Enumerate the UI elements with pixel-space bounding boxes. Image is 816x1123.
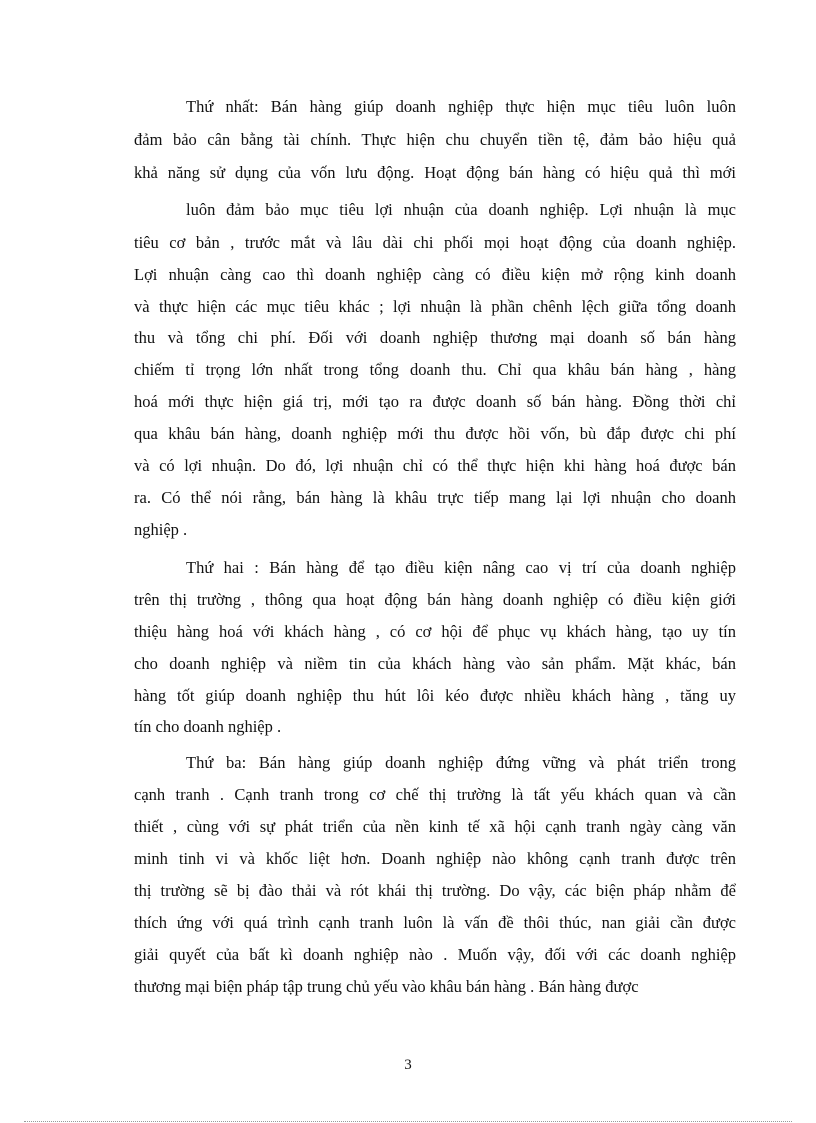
text-line: khả năng sử dụng của vốn lưu động. Hoạt động bán hàng có hiệu quả thì mới — [134, 163, 736, 182]
text-line: thu và tổng chi phí. Đối với doanh nghiệp thương mại doanh số bán hàng — [134, 328, 736, 347]
text-line: Thứ nhất: Bán hàng giúp doanh nghiệp thực hiện mục tiêu luôn luôn — [186, 97, 736, 116]
text-line: thiệu hàng hoá với khách hàng , có cơ hội để phục vụ khách hàng, tạo uy tín — [134, 622, 736, 641]
text-line: trên thị trường , thông qua hoạt động bán hàng doanh nghiệp có điều kiện giới — [134, 590, 736, 609]
text-line: Lợi nhuận càng cao thì doanh nghiệp càng có điều kiện mở rộng kinh doanh — [134, 265, 736, 284]
text-line: cho doanh nghiệp và niềm tin của khách hàng vào sản phẩm. Mặt khác, bán — [134, 654, 736, 673]
page-bottom-divider — [24, 1121, 792, 1122]
text-line: nghiệp . — [134, 520, 188, 539]
text-line: thương mại biện pháp tập trung chủ yếu vào khâu bán hàng . Bán hàng được — [134, 977, 639, 996]
text-line: cạnh tranh . Cạnh tranh trong cơ chế thị trường là tất yếu khách quan và cần — [134, 785, 736, 804]
text-line: thích ứng với quá trình cạnh tranh luôn là vấn đề thôi thúc, nan giải cần được — [134, 913, 736, 932]
text-line: ra. Có thể nói rằng, bán hàng là khâu trực tiếp mang lại lợi nhuận cho doanh — [134, 488, 736, 507]
text-line: chiếm tỉ trọng lớn nhất trong tổng doanh thu. Chỉ qua khâu bán hàng , hàng — [134, 360, 736, 379]
text-line: tín cho doanh nghiệp . — [134, 717, 282, 736]
text-line: và thực hiện các mục tiêu khác ; lợi nhuận là phần chênh lệch giữa tổng doanh — [134, 297, 736, 316]
text-line: Thứ ba: Bán hàng giúp doanh nghiệp đứng vững và phát triển trong — [186, 753, 736, 772]
text-line: đảm bảo cân bằng tài chính. Thực hiện chu chuyển tiền tệ, đảm bảo hiệu quả — [134, 130, 736, 149]
page-number: 3 — [404, 1057, 412, 1073]
text-line: giải quyết của bất kì doanh nghiệp nào . Muốn vậy, đối với các doanh nghiệp — [134, 945, 736, 964]
text-line: hàng tốt giúp doanh nghiệp thu hút lôi kéo được nhiều khách hàng , tăng uy — [134, 686, 736, 705]
text-line: Thứ hai : Bán hàng để tạo điều kiện nâng cao vị trí của doanh nghiệp — [186, 558, 736, 577]
text-line: luôn đảm bảo mục tiêu lợi nhuận của doanh nghiệp. Lợi nhuận là mục — [186, 200, 736, 219]
text-line: qua khâu bán hàng, doanh nghiệp mới thu được hồi vốn, bù đắp được chi phí — [134, 424, 736, 443]
text-line: và có lợi nhuận. Do đó, lợi nhuận chỉ có thể thực hiện khi hàng hoá được bán — [134, 456, 736, 475]
text-line: thị trường sẽ bị đào thải và rót khái thị trường. Do vậy, các biện pháp nhằm để — [134, 881, 736, 900]
text-line: hoá mới thực hiện giá trị, mới tạo ra được doanh số bán hàng. Đồng thời chỉ — [134, 392, 736, 411]
text-line: minh tinh vi và khốc liệt hơn. Doanh nghiệp nào không cạnh tranh được trên — [134, 849, 736, 868]
text-line: thiết , cùng với sự phát triển của nền kinh tế xã hội cạnh tranh ngày càng văn — [134, 817, 736, 836]
text-line: tiêu cơ bản , trước mắt và lâu dài chi phối mọi hoạt động của doanh nghiệp. — [134, 233, 736, 252]
